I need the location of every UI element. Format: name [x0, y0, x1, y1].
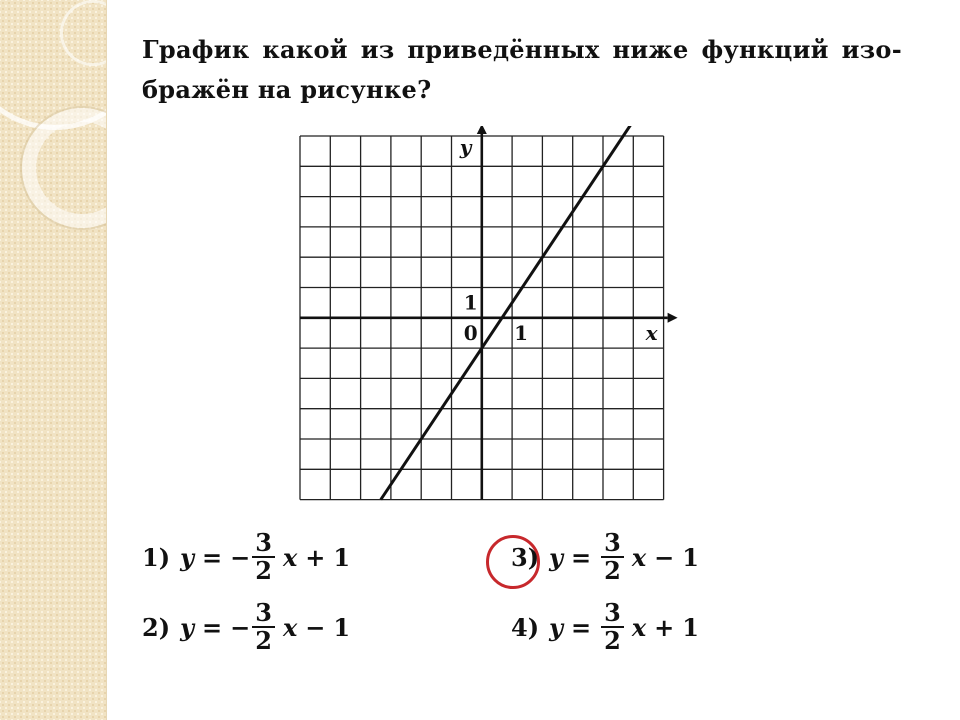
answer-fraction	[601, 600, 624, 654]
answer-equals: =	[571, 612, 592, 642]
answer-constant: 1	[682, 542, 699, 572]
answer-constant: 1	[333, 612, 351, 642]
answer-number: 4)	[511, 612, 540, 642]
y-axis-arrow	[477, 126, 487, 134]
axes	[300, 126, 678, 500]
fraction-denominator: 2	[604, 626, 621, 655]
fraction-numerator: 3	[252, 600, 275, 628]
answer-fraction	[601, 530, 624, 584]
fraction-numerator: 3	[252, 530, 275, 558]
question-word: График	[142, 35, 250, 64]
x-axis-arrow	[668, 313, 678, 323]
answer-fraction	[252, 530, 275, 584]
question-line-1	[142, 30, 902, 70]
answer-constant: 1	[682, 612, 699, 642]
function-graph	[290, 126, 680, 506]
answer-x: x	[282, 542, 298, 572]
answer-variable: y	[180, 612, 195, 642]
answer-variable: y	[549, 542, 564, 572]
question-word: изо-	[841, 35, 902, 64]
fraction-denominator: 2	[604, 556, 621, 585]
y-unit-label: 1	[463, 290, 478, 315]
question-line-2: бражён на рисунке?	[142, 75, 432, 104]
answer-option-4[interactable]	[511, 600, 699, 654]
answer-sign: −	[230, 612, 251, 642]
answer-option-2[interactable]	[142, 600, 350, 654]
answer-variable: y	[549, 612, 564, 642]
answer-x: x	[631, 542, 647, 572]
answer-constant: 1	[333, 542, 351, 572]
answer-sign: −	[230, 542, 251, 572]
answer-x: x	[282, 612, 298, 642]
answer-option-1[interactable]	[142, 530, 350, 584]
x-axis-label: x	[645, 320, 658, 345]
answer-fraction	[252, 600, 275, 654]
answer-equals: =	[202, 612, 223, 642]
fraction-numerator: 3	[601, 530, 624, 558]
answer-operator: −	[305, 612, 326, 642]
answer-equals: =	[202, 542, 223, 572]
x-unit-label: 1	[514, 320, 529, 345]
question-word: ниже	[612, 35, 689, 64]
answer-operator: +	[305, 542, 326, 572]
answer-x: x	[631, 612, 647, 642]
question-word: приведённых	[407, 35, 600, 64]
decorative-side-band	[0, 0, 107, 720]
question-word: из	[360, 35, 395, 64]
fraction-denominator: 2	[255, 626, 272, 655]
question-word: какой	[262, 35, 348, 64]
answer-number: 1)	[142, 542, 171, 572]
question-word: функций	[701, 35, 829, 64]
answer-equals: =	[571, 542, 592, 572]
answer-option-3[interactable]	[511, 530, 699, 584]
fraction-numerator: 3	[601, 600, 624, 628]
function-line	[381, 126, 636, 500]
question-text	[142, 30, 922, 110]
answer-number: 2)	[142, 612, 171, 642]
answer-operator: +	[654, 612, 675, 642]
answer-operator: −	[654, 542, 675, 572]
origin-label: 0	[463, 320, 478, 345]
answer-variable: y	[180, 542, 195, 572]
fraction-denominator: 2	[255, 556, 272, 585]
y-axis-label: y	[459, 135, 472, 159]
answer-number: 3)	[511, 542, 540, 572]
